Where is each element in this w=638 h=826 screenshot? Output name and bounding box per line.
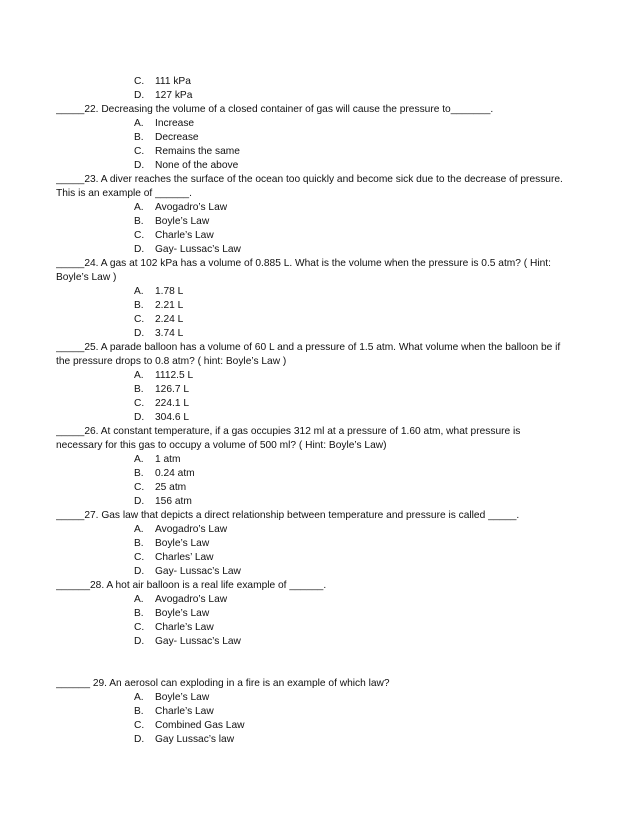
option-text: 224.1 L: [155, 398, 189, 409]
option-letter: D.: [134, 328, 145, 339]
option-text: 1.78 L: [155, 286, 184, 297]
question-23-stem-continued: This is an example of ______.: [56, 188, 192, 199]
question-29-option-c: [134, 719, 598, 733]
question-22-option-a: [134, 117, 598, 131]
option-letter: B.: [134, 216, 144, 227]
option-letter: A.: [134, 370, 144, 381]
question-25-stem: _____25. A parade balloon has a volume of 60 L and a pressure of 1.5 atm. What volume when the balloon be if: [56, 342, 561, 353]
question-27-option-d: [134, 565, 598, 579]
option-letter: B.: [134, 538, 144, 549]
option-letter: A.: [134, 692, 144, 703]
question-24-option-c: [134, 313, 598, 327]
option-text: Boyle’s Law: [155, 538, 210, 549]
option-letter: D.: [134, 566, 145, 577]
question-28-option-b: [134, 607, 598, 621]
option-letter: B.: [134, 468, 144, 479]
option-d: [134, 89, 598, 103]
option-text: Gay- Lussac’s Law: [155, 636, 241, 647]
option-letter: C.: [134, 552, 145, 563]
option-letter: C.: [134, 146, 145, 157]
question-23-stem: _____23. A diver reaches the surface of the ocean too quickly and become sick due to the decrease of pressure.: [56, 174, 563, 185]
option-text: Gay Lussac’s law: [155, 734, 235, 745]
option-text: Charles’ Law: [155, 552, 214, 563]
option-text: Charle’s Law: [155, 622, 214, 633]
option-letter: C.: [134, 76, 145, 87]
option-letter: C.: [134, 482, 145, 493]
question-29-option-a: [134, 691, 598, 705]
question-24-stem-continued: Boyle’s Law ): [56, 272, 117, 283]
option-text: 1112.5 L: [155, 370, 194, 381]
option-c: [134, 75, 598, 89]
question-29-option-d: [134, 733, 598, 747]
question-28-option-c: [134, 621, 598, 635]
option-text: Boyle’s Law: [155, 216, 210, 227]
question-25-option-c: [134, 397, 598, 411]
question-26-stem-continued: necessary for this gas to occupy a volume of 500 ml? ( Hint: Boyle’s Law): [56, 440, 387, 451]
option-letter: A.: [134, 202, 144, 213]
question-23-option-c: [134, 229, 598, 243]
question-26-option-d: [134, 495, 598, 509]
question-23-option-b: [134, 215, 598, 229]
option-text: 126.7 L: [155, 384, 189, 395]
question-26-stem: _____26. At constant temperature, if a gas occupies 312 ml at a pressure of 1.60 atm, what pressure is: [56, 426, 521, 437]
option-letter: C.: [134, 230, 145, 241]
option-text: 111 kPa: [155, 76, 191, 87]
option-text: Avogadro’s Law: [155, 594, 228, 605]
question-22-option-b: [134, 131, 598, 145]
option-letter: B.: [134, 608, 144, 619]
option-letter: A.: [134, 594, 144, 605]
question-24-option-a: [134, 285, 598, 299]
option-letter: B.: [134, 706, 144, 717]
option-text: Gay- Lussac’s Law: [155, 566, 241, 577]
option-letter: A.: [134, 454, 144, 465]
question-22-stem: _____22. Decreasing the volume of a closed container of gas will cause the pressure to_______.: [56, 104, 494, 115]
option-letter: B.: [134, 300, 144, 311]
option-letter: D.: [134, 412, 145, 423]
question-24-stem: _____24. A gas at 102 kPa has a volume of 0.885 L. What is the volume when the pressure is 0.5 atm? ( Hint:: [56, 258, 551, 269]
option-text: Boyle’s Law: [155, 692, 210, 703]
question-22-option-c: [134, 145, 598, 159]
option-letter: B.: [134, 132, 144, 143]
question-26-option-b: [134, 467, 598, 481]
question-28-option-a: [134, 593, 598, 607]
option-text: Avogadro’s Law: [155, 524, 228, 535]
option-letter: C.: [134, 314, 145, 325]
option-text: 127 kPa: [155, 90, 193, 101]
option-text: Charle’s Law: [155, 230, 214, 241]
question-27-option-a: [134, 523, 598, 537]
option-text: 25 atm: [155, 482, 187, 493]
question-24-option-d: [134, 327, 598, 341]
option-letter: D.: [134, 636, 145, 647]
question-27-option-b: [134, 537, 598, 551]
question-22-option-d: [134, 159, 598, 173]
option-text: Combined Gas Law: [155, 720, 245, 731]
question-25-stem-continued: the pressure drops to 0.8 atm? ( hint: Boyle’s Law ): [56, 356, 287, 367]
option-letter: A.: [134, 524, 144, 535]
option-text: None of the above: [155, 160, 239, 171]
option-letter: D.: [134, 734, 145, 745]
question-27-stem: _____27. Gas law that depicts a direct relationship between temperature and pressure is called _____.: [56, 510, 520, 521]
question-24-option-b: [134, 299, 598, 313]
question-26-option-c: [134, 481, 598, 495]
option-text: Boyle’s Law: [155, 608, 210, 619]
option-letter: A.: [134, 118, 144, 129]
option-text: 2.24 L: [155, 314, 184, 325]
option-text: Avogadro’s Law: [155, 202, 228, 213]
question-23-option-a: [134, 201, 598, 215]
option-letter: D.: [134, 90, 145, 101]
question-23-option-d: [134, 243, 598, 257]
option-letter: D.: [134, 244, 145, 255]
question-26-option-a: [134, 453, 598, 467]
question-25-option-a: [134, 369, 598, 383]
option-letter: A.: [134, 286, 144, 297]
option-text: Decrease: [155, 132, 199, 143]
option-letter: C.: [134, 720, 145, 731]
option-text: 156 atm: [155, 496, 192, 507]
question-25-option-d: [134, 411, 598, 425]
question-28-stem: ______28. A hot air balloon is a real life example of ______.: [56, 580, 327, 591]
question-25-option-b: [134, 383, 598, 397]
question-29-stem: ______ 29. An aerosol can exploding in a fire is an example of which law?: [56, 678, 390, 689]
option-text: Gay- Lussac’s Law: [155, 244, 241, 255]
question-28-option-d: [134, 635, 598, 649]
option-letter: C.: [134, 622, 145, 633]
option-text: 304.6 L: [155, 412, 189, 423]
question-29-option-b: [134, 705, 598, 719]
option-letter: B.: [134, 384, 144, 395]
option-letter: C.: [134, 398, 145, 409]
option-text: 3.74 L: [155, 328, 184, 339]
option-text: 0.24 atm: [155, 468, 195, 479]
option-text: 1 atm: [155, 454, 181, 465]
question-27-option-c: [134, 551, 598, 565]
option-text: 2.21 L: [155, 300, 184, 311]
option-letter: D.: [134, 160, 145, 171]
option-letter: D.: [134, 496, 145, 507]
option-text: Remains the same: [155, 146, 240, 157]
option-text: Charle’s Law: [155, 706, 214, 717]
option-text: Increase: [155, 118, 195, 129]
